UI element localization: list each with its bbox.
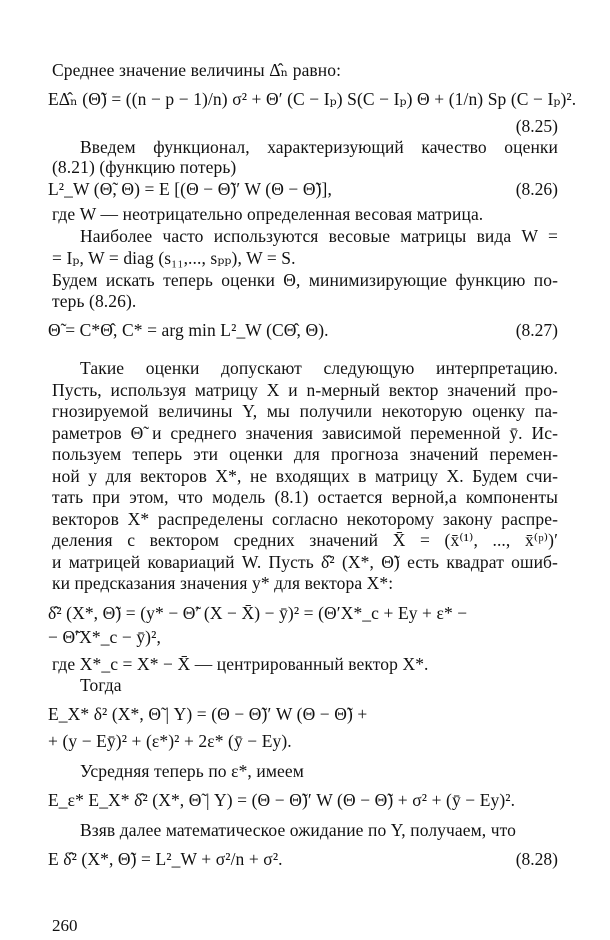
text-line: ки предсказания значения y* для вектора X*:	[52, 573, 394, 593]
text-line: пользуем теперь эти оценки для прогноза значений перемен-	[52, 444, 558, 464]
equation-number: (8.28)	[515, 849, 558, 869]
text-line: векторов X* распределены согласно некоторому закону распре-	[52, 509, 558, 529]
equation-number: (8.25)	[515, 116, 558, 136]
equation-line: E_X* δ² (X*, Θ̃ | Y) = (Θ − Θ̃)′ W (Θ − Θ̃) +	[48, 704, 368, 724]
text-line: раметров Θ̃ и среднего значения зависимой переменной ȳ. Ис-	[52, 423, 558, 443]
page-number: 260	[52, 916, 78, 935]
text-line: и матрицей ковариаций W. Пусть δ̂² (X*, Θ̃) есть квадрат ошиб-	[52, 552, 558, 572]
text-line: Пусть, используя матрицу X и n-мерный вектор значений про-	[52, 380, 558, 400]
text-line: (8.21) (функцию потерь)	[52, 157, 237, 177]
text-line: где X*_c = X* − X̄ — центрированный вектор X*.	[52, 654, 429, 674]
text-line: где W — неотрицательно определенная весовая матрица.	[52, 204, 484, 224]
equation-number: (8.27)	[515, 320, 558, 340]
text-line: терь (8.26).	[52, 291, 137, 311]
equation-number: (8.26)	[515, 179, 558, 199]
text-line: тать при этом, что модель (8.1) остается верной,а компоненты	[52, 487, 558, 507]
text-line: Будем искать теперь оценки Θ, минимизирующие функцию по-	[52, 270, 558, 290]
equation-line: Θ̃ = C*Θ̂, C* = arg min L²_W (CΘ̂, Θ).	[48, 320, 329, 340]
equation-line: δ̂² (X*, Θ̃) = (y* − Θ̃′ (X − X̄) − ȳ)² = (Θ′X*_c + Ey + ε* −	[48, 603, 468, 623]
equation-line: E_ε* E_X* δ̂² (X*, Θ̃ | Y) = (Θ − Θ̃)′ W (Θ − Θ̃) + σ² + (ȳ − Ey)².	[48, 790, 516, 810]
equation-line: L²_W (Θ̃, Θ) = E [(Θ − Θ̃)′ W (Θ − Θ̃)],	[48, 179, 332, 199]
text-line: = Iₚ, W = diag (s₁₁,..., sₚₚ), W = S.	[52, 248, 296, 268]
text-line: Введем функционал, характеризующий качество оценки	[80, 137, 558, 157]
text-line: Тогда	[80, 675, 122, 695]
text-line: Усредняя теперь по ε*, имеем	[80, 761, 304, 781]
equation-line: E δ̂² (X*, Θ̃) = L²_W + σ²/n + σ².	[48, 849, 283, 869]
equation-line: − Θ̃′X*_c − ȳ)²,	[48, 627, 161, 647]
text-line: ной y для векторов X*, не входящих в матрицу X. Будем счи-	[52, 466, 558, 486]
text-line: деления с вектором средних значений X̄ = (x̄⁽¹⁾, ..., x̄⁽ᵖ⁾)′	[52, 530, 558, 550]
equation-line: + (y − Eȳ)² + (ε*)² + 2ε* (ȳ − Ey).	[48, 731, 292, 751]
text-line: Наиболее часто используются весовые матрицы вида W =	[80, 226, 558, 246]
text-line: Взяв далее математическое ожидание по Y, получаем, что	[80, 820, 517, 840]
equation-line: EΔ̂ₙ (Θ̃) = ((n − p − 1)/n) σ² + Θ′ (C − Iₚ) S(C − Iₚ) Θ + (1/n) Sp (C − Iₚ)².	[48, 89, 577, 109]
text-line: Среднее значение величины Δ̂ₙ равно:	[52, 60, 342, 80]
text-line: гнозируемой величины Y, мы получили некоторую оценку па-	[52, 401, 558, 421]
text-line: Такие оценки допускают следующую интерпретацию.	[80, 358, 558, 378]
